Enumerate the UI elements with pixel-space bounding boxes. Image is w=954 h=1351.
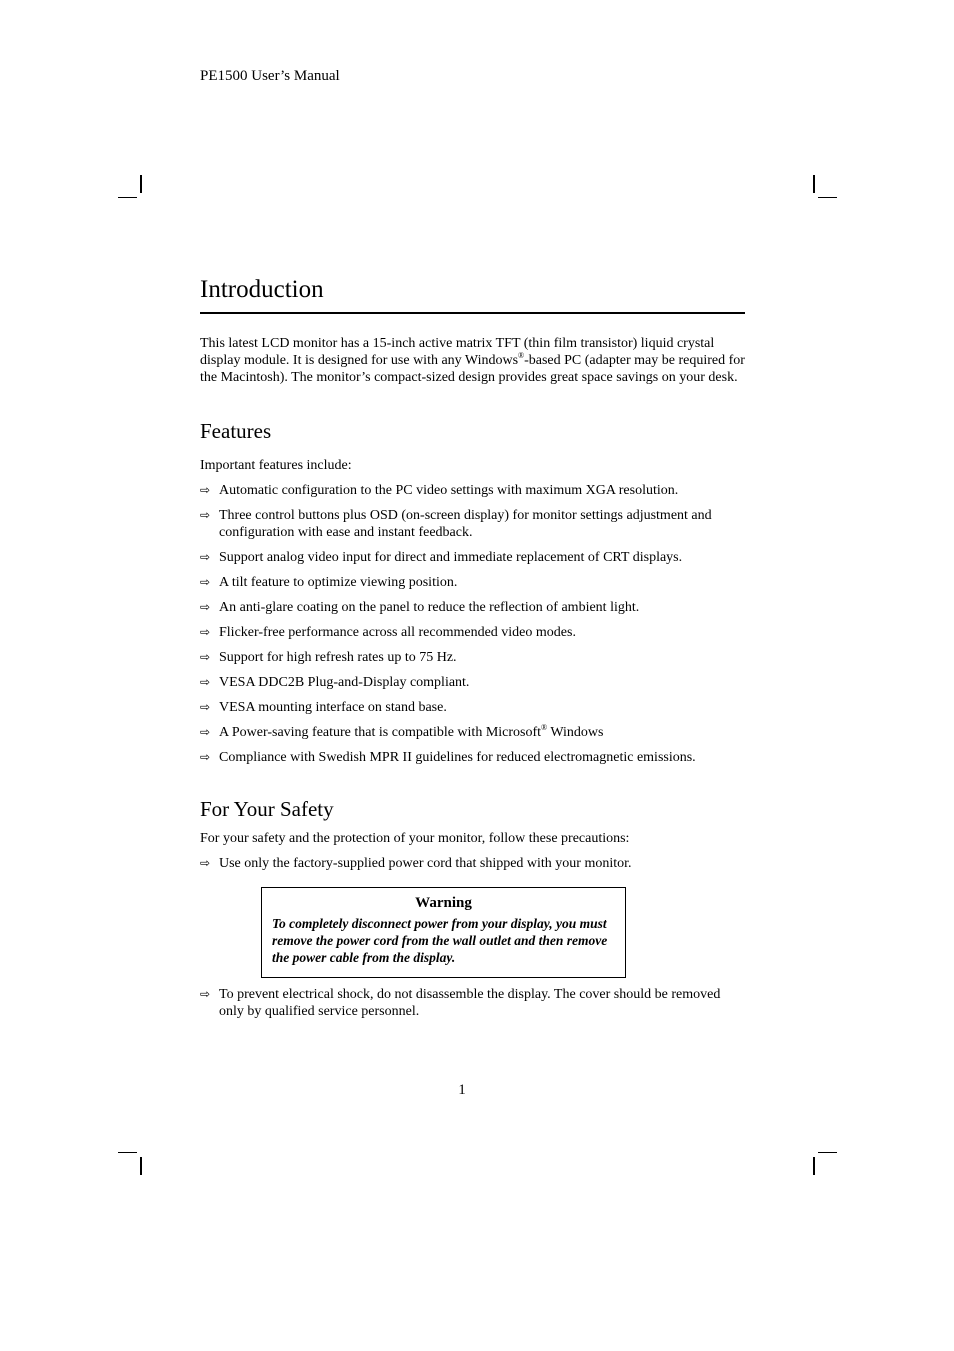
crop-mark-bottom-left-v (140, 1157, 142, 1175)
running-header: PE1500 User’s Manual (200, 68, 340, 84)
crop-mark-top-right-v (813, 175, 815, 193)
crop-mark-bottom-right-v (813, 1157, 815, 1175)
arrow-bullet-icon: ⇨ (200, 650, 211, 664)
list-item: ⇨ Flicker-free performance across all recommended video modes. (200, 625, 576, 640)
arrow-bullet-icon: ⇨ (200, 625, 211, 639)
safety-heading: For Your Safety (200, 797, 334, 821)
crop-mark-top-left-v (140, 175, 142, 193)
main-content (200, 276, 760, 1020)
safety-list (200, 855, 760, 872)
list-item: ⇨ A tilt feature to optimize viewing position. (200, 575, 458, 590)
page-number: 1 (458, 1082, 466, 1098)
warning-box (261, 887, 626, 978)
features-lead: Important features include: (200, 458, 352, 473)
list-item: ⇨ A Power-saving feature that is compatible with Microsoft® Windows (200, 723, 604, 740)
arrow-bullet-icon: ⇨ (200, 675, 211, 689)
arrow-bullet-icon: ⇨ (200, 550, 211, 564)
arrow-bullet-icon: ⇨ (200, 750, 211, 764)
intro-text-part-1: This latest LCD monitor has a 15-inch active matrix TFT (thin film transistor) liquid crystal display module. It is designed for use with any Windows (200, 336, 715, 368)
arrow-bullet-icon: ⇨ (200, 600, 211, 614)
introduction-paragraph (200, 335, 756, 386)
list-item: ⇨ Three control buttons plus OSD (on-screen display) for monitor settings adjustment and configuration with ease and instant feedback. (200, 508, 712, 540)
list-item: ⇨ Support for high refresh rates up to 75 Hz. (200, 650, 457, 665)
list-item: ⇨ Automatic configuration to the PC video settings with maximum XGA resolution. (200, 483, 679, 498)
list-item: ⇨ Support analog video input for direct and immediate replacement of CRT displays. (200, 550, 683, 565)
list-item: ⇨ VESA mounting interface on stand base. (200, 700, 447, 715)
list-item: ⇨ An anti-glare coating on the panel to reduce the reflection of ambient light. (200, 600, 640, 615)
intro-text-part-2: -based PC (adapter may be required for the Macintosh). The monitor’s compact-sized design provides great space savings on your desk. (200, 353, 745, 385)
list-item: ⇨ To prevent electrical shock, do not disassemble the display. The cover should be removed only by qualified service personnel. (200, 987, 721, 1019)
warning-text: To completely disconnect power from your display, you must remove the power cord from the wall outlet and then remove the power cable from the display. (272, 916, 608, 965)
crop-mark-top-right-h (818, 197, 837, 198)
features-heading: Features (200, 419, 272, 443)
arrow-bullet-icon: ⇨ (200, 725, 211, 739)
warning-title: Warning (415, 895, 472, 911)
list-item: ⇨ VESA DDC2B Plug-and-Display compliant. (200, 675, 470, 690)
registered-mark: ® (541, 723, 548, 732)
safety-lead: For your safety and the protection of your monitor, follow these precautions: (200, 831, 630, 846)
arrow-bullet-icon: ⇨ (200, 987, 211, 1001)
features-list (200, 482, 760, 766)
registered-mark: ® (518, 351, 525, 360)
list-item: ⇨ Use only the factory-supplied power cord that shipped with your monitor. (200, 856, 632, 871)
crop-mark-top-left-h (118, 197, 137, 198)
arrow-bullet-icon: ⇨ (200, 508, 211, 522)
list-item: ⇨ Compliance with Swedish MPR II guidelines for reduced electromagnetic emissions. (200, 750, 696, 765)
crop-mark-bottom-left-h (118, 1152, 137, 1153)
arrow-bullet-icon: ⇨ (200, 856, 211, 870)
crop-mark-bottom-right-h (818, 1152, 837, 1153)
arrow-bullet-icon: ⇨ (200, 700, 211, 714)
introduction-heading: Introduction (200, 276, 745, 314)
arrow-bullet-icon: ⇨ (200, 575, 211, 589)
safety-list-continued (200, 986, 760, 1020)
arrow-bullet-icon: ⇨ (200, 483, 211, 497)
